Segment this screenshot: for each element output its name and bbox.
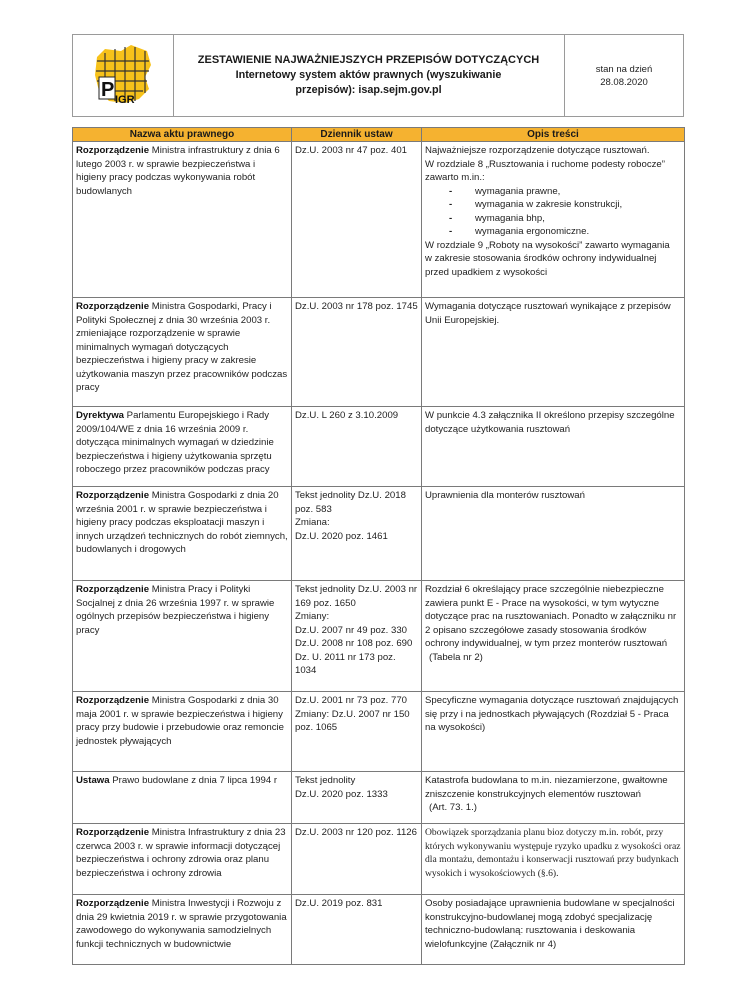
journal-line: Zmiana: bbox=[295, 517, 330, 528]
table-row bbox=[73, 142, 685, 298]
table-row bbox=[73, 824, 685, 895]
description-text: w zakresie stosowania środków ochrony indywidualnej przed upadkiem z wysokości bbox=[425, 253, 657, 278]
act-name bbox=[73, 142, 292, 298]
journal-ref: Dz.U. 2003 nr 47 poz. 401 bbox=[292, 142, 422, 298]
act-description: Obowiązek sporządzania planu bioz dotyczy m.in. robót, przy których wykonywaniu występuje ryzyko upadku z wysokości oraz dla montażu, demontażu i konserwacji rusztowań przy budynkach wysokich i wysokościowych (§.6). bbox=[422, 824, 685, 895]
svg-text:IGR: IGR bbox=[115, 94, 135, 106]
list-item: - wymagania prawne, bbox=[449, 185, 681, 199]
journal-line: Dz. U. 2011 nr 173 poz. 1034 bbox=[295, 651, 396, 676]
act-description: Wymagania dotyczące rusztowań wynikające z przepisów Unii Europejskiej. bbox=[422, 298, 685, 407]
journal-ref bbox=[292, 772, 422, 824]
act-name bbox=[73, 824, 292, 895]
column-header-description: Opis treści bbox=[422, 128, 685, 142]
act-description bbox=[422, 581, 685, 692]
description-text: W rozdziale 9 „Roboty na wysokości” zawarto wymagania bbox=[425, 239, 670, 251]
journal-line: Dz.U. 2008 nr 108 poz. 690 bbox=[295, 638, 413, 649]
table-row bbox=[73, 407, 685, 487]
table-row bbox=[73, 692, 685, 772]
title-line-1: ZESTAWIENIE NAJWAŻNIEJSZYCH PRZEPISÓW DOTYCZĄCYCH bbox=[197, 54, 540, 66]
act-name bbox=[73, 895, 292, 965]
act-name bbox=[73, 487, 292, 581]
act-description: Osoby posiadające uprawnienia budowlane w specjalności konstrukcyjno-budowlanej mogą zdobyć specjalizację techniczno-budowlaną: rusztowania i deskowania wielofunkcyjne (Załącznik nr 4) bbox=[422, 895, 685, 965]
act-type: Rozporządzenie bbox=[76, 490, 150, 501]
act-title: Prawo budowlane z dnia 7 lipca 1994 r bbox=[109, 775, 278, 786]
journal-ref bbox=[292, 487, 422, 581]
description-text: Rozdział 6 określający prace szczególnie niebezpieczne zawiera punkt E - Prace na wysokości, w tym wytyczne dotyczące prac na rusztowaniach. Ponadto w załączniku nr 2 opisano szczegółowe zasady stosowania środków ochrony indywidualnej, w tym przez monterów rusztowań bbox=[425, 584, 677, 649]
document-header bbox=[72, 34, 684, 117]
table-row bbox=[73, 487, 685, 581]
column-header-name: Nazwa aktu prawnego bbox=[73, 128, 292, 142]
journal-ref: Dz.U. 2003 nr 120 poz. 1126 bbox=[292, 824, 422, 895]
list-item: - wymagania bhp, bbox=[449, 212, 681, 226]
date-label: stan na dzień bbox=[595, 63, 653, 75]
journal-line: Tekst jednolity Dz.U. 2018 poz. 583 bbox=[295, 490, 406, 515]
act-title: Parlamentu Europejskiego i Rady 2009/104/WE z dnia 16 września 2009 r. dotycząca minimalnych wymagań w dziedzinie bezpieczeństwa i higieny użytkowania sprzętu roboczego przez pracowników podczas pracy bbox=[76, 410, 274, 475]
act-type: Ustawa bbox=[76, 775, 110, 786]
table-row bbox=[73, 298, 685, 407]
journal-ref: Dz.U. 2019 poz. 831 bbox=[292, 895, 422, 965]
act-type: Rozporządzenie bbox=[76, 145, 150, 156]
act-type: Rozporządzenie bbox=[76, 827, 150, 838]
journal-line: Tekst jednolity Dz.U. 2003 nr 169 poz. 1650 bbox=[295, 584, 418, 609]
act-title: Ministra Gospodarki z dnia 20 września 2001 r. w sprawie bezpieczeństwa i higieny pracy podczas eksploatacji maszyn i innych urządzeń technicznych do robót ziemnych, budowlanych i drogowych bbox=[76, 490, 288, 555]
title-line-2: Internetowy system aktów prawnych (wyszukiwanie bbox=[235, 69, 502, 81]
journal-ref: Dz.U. 2003 nr 178 poz. 1745 bbox=[292, 298, 422, 407]
act-name bbox=[73, 772, 292, 824]
act-description: Specyficzne wymagania dotyczące rusztowań znajdujących się przy i na jednostkach pływających (Rozdział 5 - Praca na wysokości) bbox=[422, 692, 685, 772]
description-text: W rozdziale 8 „Rusztowania i ruchome podesty robocze” zawarto m.in.: bbox=[425, 158, 665, 183]
act-description bbox=[422, 142, 685, 298]
act-type: Rozporządzenie bbox=[76, 584, 150, 595]
act-title: Ministra Pracy i Polityki Socjalnej z dnia 26 września 1997 r. w sprawie ogólnych przepisów bezpieczeństwa i higieny pracy bbox=[76, 584, 275, 636]
act-title: Ministra Infrastruktury z dnia 23 czerwca 2003 r. w sprawie informacji dotyczącej bezpieczeństwa i ochrony zdrowia oraz planu bezpieczeństwa i ochrony zdrowia bbox=[76, 827, 286, 879]
act-title: Ministra Inwestycji i Rozwoju z dnia 29 kwietnia 2019 r. w sprawie przygotowania zawodowego do wykonywania samodzielnych funkcji technicznych w budownictwie bbox=[76, 898, 287, 950]
act-description bbox=[422, 772, 685, 824]
status-date bbox=[565, 35, 683, 116]
title-line-3: przepisów): isap.sejm.gov.pl bbox=[295, 84, 442, 96]
logo-cell bbox=[73, 35, 174, 116]
journal-line: Tekst jednolity bbox=[295, 775, 356, 786]
act-description: Uprawnienia dla monterów rusztowań bbox=[422, 487, 685, 581]
act-name bbox=[73, 298, 292, 407]
requirements-list bbox=[425, 185, 681, 239]
act-type: Rozporządzenie bbox=[76, 695, 150, 706]
column-header-journal: Dziennik ustaw bbox=[292, 128, 422, 142]
journal-ref bbox=[292, 581, 422, 692]
act-description: W punkcie 4.3 załącznika II określono przepisy szczególne dotyczące użytkowania rusztowań bbox=[422, 407, 685, 487]
journal-ref: Dz.U. L 260 z 3.10.2009 bbox=[292, 407, 422, 487]
description-text: (Tabela nr 2) bbox=[429, 651, 483, 663]
pigr-logo bbox=[91, 43, 155, 109]
journal-line: Dz.U. 2020 poz. 1333 bbox=[295, 788, 388, 800]
svg-text:P: P bbox=[101, 79, 115, 101]
act-name bbox=[73, 692, 292, 772]
table-header-row bbox=[73, 128, 685, 142]
list-item: - wymagania ergonomiczne. bbox=[449, 225, 681, 239]
act-title: Ministra infrastruktury z dnia 6 lutego 2003 r. w sprawie bezpieczeństwa i higieny pracy podczas wykonywania robót budowlanych bbox=[76, 145, 280, 197]
act-type: Dyrektywa bbox=[76, 410, 124, 421]
list-item: - wymagania w zakresie konstrukcji, bbox=[449, 198, 681, 212]
journal-line: Dz.U. 2020 poz. 1461 bbox=[295, 530, 388, 542]
act-type: Rozporządzenie bbox=[76, 301, 150, 312]
description-text: (Art. 73. 1.) bbox=[429, 802, 477, 813]
date-value: 28.08.2020 bbox=[600, 76, 648, 88]
act-title: Ministra Gospodarki z dnia 30 maja 2001 r. w sprawie bezpieczeństwa i higieny pracy przy budowie i przebudowie oraz remoncie jednostek pływających bbox=[76, 695, 284, 747]
act-name bbox=[73, 581, 292, 692]
journal-ref: Dz.U. 2001 nr 73 poz. 770 Zmiany: Dz.U. 2007 nr 150 poz. 1065 bbox=[292, 692, 422, 772]
journal-line: Zmiany: bbox=[295, 611, 330, 622]
table-row bbox=[73, 772, 685, 824]
act-title: Ministra Gospodarki, Pracy i Polityki Społecznej z dnia 30 września 2003 r. zmieniające rozporządzenie w sprawie minimalnych wymagań dotyczących bezpieczeństwa i higieny pracy w zakresie użytkowania maszyn przez pracowników podczas pracy bbox=[76, 301, 288, 393]
description-text: Najważniejsze rozporządzenie dotyczące rusztowań. bbox=[425, 145, 650, 156]
act-name bbox=[73, 407, 292, 487]
act-type: Rozporządzenie bbox=[76, 898, 150, 909]
table-row bbox=[73, 581, 685, 692]
journal-line: Dz.U. 2007 nr 49 poz. 330 bbox=[295, 624, 407, 636]
regulations-table bbox=[72, 127, 685, 965]
document-title bbox=[173, 35, 565, 116]
table-row bbox=[73, 895, 685, 965]
description-text: Katastrofa budowlana to m.in. niezamierzone, gwałtowne zniszczenie konstrukcyjnych elementów rusztowań bbox=[425, 775, 668, 800]
